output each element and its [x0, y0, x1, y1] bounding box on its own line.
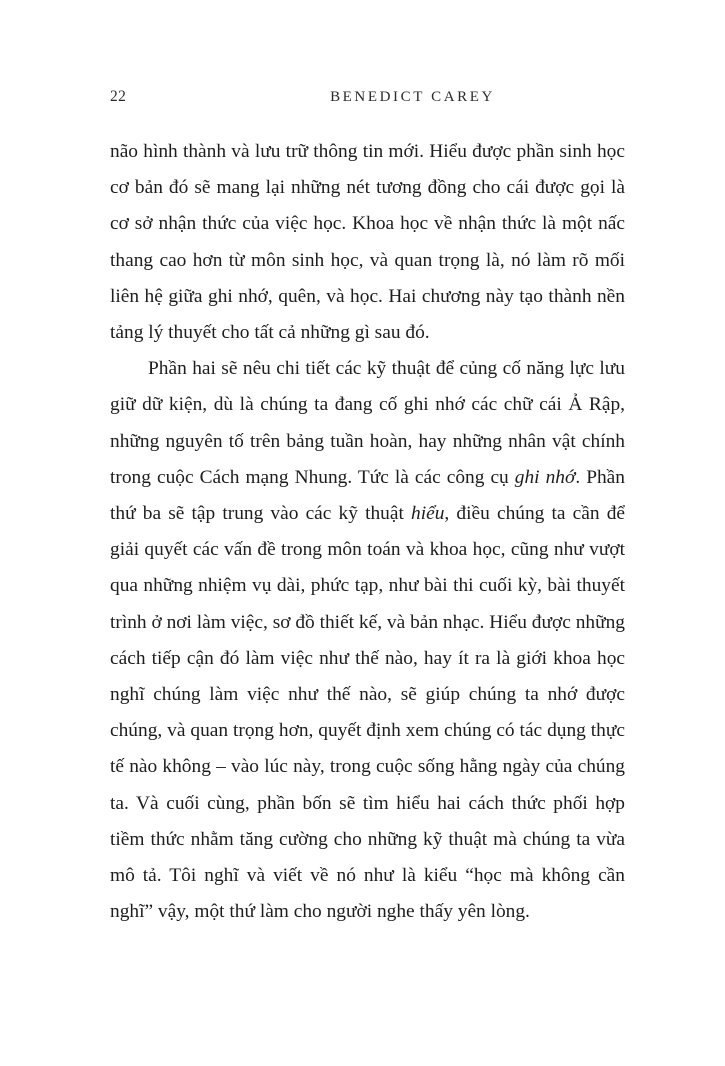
- paragraph-2-emphasis-ghi-nho: ghi nhớ: [514, 466, 576, 488]
- paragraph-2-text-b: . Phần thứ ba sẽ tập trung vào các kỹ thuật: [110, 466, 625, 525]
- running-head: [110, 88, 625, 116]
- running-head-author: BENEDICT CAREY: [330, 89, 495, 105]
- paragraph-2: [110, 351, 625, 930]
- paragraph-2-emphasis-hieu: hiểu: [411, 503, 445, 525]
- paragraph-1: [110, 134, 625, 351]
- paragraph-2-text-c: , điều chúng ta cần để giải quyết các vấn đề trong môn toán và khoa học, cũng như vượt qua những nhiệm vụ dài, phức tạp, như bài thi cuối kỳ, bài thuyết trình ở nơi làm việc, sơ đồ thiết kế, và bản nhạc. Hiểu được những cách tiếp cận đó làm việc như thế nào, hay ít ra là giới khoa học nghĩ chúng làm việc như thế nào, sẽ giúp chúng ta nhớ được chúng, và quan trọng hơn, quyết định xem chúng có tác dụng thực tế nào không – vào lúc này, trong cuộc sống hằng ngày của chúng ta. Và cuối cùng, phần bốn sẽ tìm hiểu hai cách thức phối hợp tiềm thức nhằm tăng cường cho những kỹ thuật mà chúng ta vừa mô tả. Tôi nghĩ và viết về nó như là kiểu “học mà không cần nghĩ” vậy, một thứ làm cho người nghe thấy yên lòng.: [110, 503, 626, 923]
- page-number: 22: [110, 88, 127, 105]
- paragraph-1-text: não hình thành và lưu trữ thông tin mới. Hiểu được phần sinh học cơ bản đó sẽ mang lại những nét tương đồng cho cái được gọi là cơ sở nhận thức của việc học. Khoa học về nhận thức là một nấc thang cao hơn từ môn sinh học, và quan trọng là, nó làm rõ mối liên hệ giữa ghi nhớ, quên, và học. Hai chương này tạo thành nền tảng lý thuyết cho tất cả những gì sau đó.: [110, 141, 625, 344]
- paragraph-2-text-a: Phần hai sẽ nêu chi tiết các kỹ thuật để củng cố năng lực lưu giữ dữ kiện, dù là chúng ta đang cố ghi nhớ các chữ cái Ả Rập, những nguyên tố trên bảng tuần hoàn, hay những nhân vật chính trong cuộc Cách mạng Nhung. Tức là các công cụ: [110, 358, 625, 488]
- page-body: [110, 134, 625, 930]
